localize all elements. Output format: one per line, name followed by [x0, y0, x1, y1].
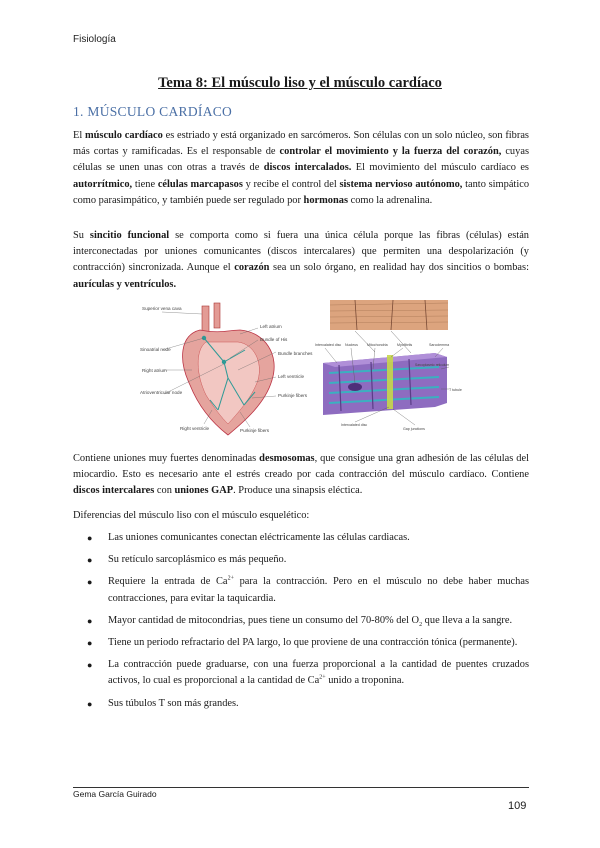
- muscle-label-sr: Sarcoplasmic reticulum: [415, 363, 450, 367]
- heart-label-right-atrium: Right atrium: [142, 368, 167, 373]
- heart-label-svc: Superior vena cava: [142, 306, 182, 311]
- muscle-label-gap-junctions: Gap junctions: [403, 427, 425, 431]
- page-number: 109: [508, 800, 527, 812]
- heart-label-right-ventricle: Right ventricle: [180, 426, 210, 431]
- bullet-dot-icon: ●: [87, 555, 93, 566]
- bullet-dot-icon: ●: [87, 533, 93, 543]
- section-heading: 1. MÚSCULO CARDÍACO: [73, 104, 233, 119]
- muscle-label-mitochondria: Mitochondria: [367, 343, 388, 347]
- list-item: ● Mayor cantidad de mitocondrias, pues tiene un consumo del 70-80% del $O_2$ que lleva a la sangre.: [87, 614, 513, 628]
- heart-label-sa-node: Sinoatrial node: [140, 347, 171, 352]
- heart-label-av-node: Atrioventricular node: [140, 390, 183, 395]
- heart-label-purkinje-right: Purkinje fibers: [278, 393, 308, 398]
- muscle-label-intercalated-disc-bottom: Intercalated disc: [341, 423, 368, 427]
- heart-label-purkinje-bottom: Purkinje fibers: [240, 428, 270, 433]
- muscle-label-t-tubule: T tubule: [449, 388, 462, 392]
- page-title: Tema 8: El músculo liso y el músculo cardíaco: [158, 75, 442, 91]
- muscle-label-sarcolemma: Sarcolemma: [429, 343, 450, 347]
- list-item: ● Sus túbulos T son más grandes.: [73, 696, 529, 712]
- heart-label-left-atrium: Left atrium: [260, 324, 282, 329]
- heart-label-bundle-branches: Bundle branches: [278, 351, 313, 356]
- footer-divider: [73, 787, 529, 788]
- muscle-label-intercalated-disc-top: Intercalated disc: [315, 343, 342, 347]
- footer-author: Gema García Guirado: [73, 789, 157, 799]
- muscle-label-myofibrils: Myofibrils: [397, 343, 413, 347]
- list-item: ● La contracción puede graduarse, con una fuerza proporcional a la cantidad de puentes cruzados activos, lo cual es proporcional a la cantidad de $Ca^{2+}$ unido a troponina.: [87, 659, 529, 687]
- paragraph-sincitio: Su sincitio funcional se comporta como si fuera una única célula porque las fibras (células) están interconectadas por uniones comunicantes (discos intercalares) que permiten una despolarización (y contracción) sincronizada. Aunque el corazón sea un solo órgano, en realidad hay dos sincitios o bombas: aurículas y ventrículos.: [73, 230, 530, 290]
- bullet-dot-icon: ●: [87, 698, 93, 709]
- paragraph-diferencias: Diferencias del músculo liso con el músculo esquelético:: [73, 510, 310, 521]
- differences-list: [73, 530, 529, 712]
- muscle-tissue-micrograph: [330, 300, 448, 330]
- list-item: ● Las uniones comunicantes conectan eléctricamente las células cardiacas.: [73, 530, 529, 546]
- paragraph-intro: El músculo cardíaco es estriado y está organizado en sarcómeros. Son células con un solo núcleo, son fibras más cortas y ramificadas. Es el responsable de controlar el movimiento y la fuerza del corazón, cuyas células se unen unas con otras a través de discos intercalados. El movimiento del músculo cardíaco es autorrítmico, tiene células marcapasos y recibe el control del sistema nervioso autónomo, tanto simpático como parasimpático, y también puede ser regulado por hormonas como la adrenalina.: [73, 130, 530, 206]
- bullet-dot-icon: ●: [87, 660, 93, 671]
- list-item: ● Requiere la entrada de $Ca^{2+}$ para la contracción. Pero en el músculo no debe haber muchas contracciones, para evitar la taquicardia.: [87, 575, 529, 604]
- paragraph-desmosomas: Contiene uniones muy fuertes denominadas desmosomas, que consigue una gran adhesión de las células del miocardio. Esto es necesario ante el estrés creado por cada contracción del músculo cardíaco. Contiene discos intercalares con uniones GAP. Produce una sinapsis eléctica.: [73, 453, 529, 497]
- list-item: ● Su retículo sarcoplásmico es más pequeño.: [73, 552, 529, 568]
- heart-conduction-figure: [140, 300, 312, 438]
- heart-illustration: [183, 303, 275, 435]
- bullet-dot-icon: ●: [87, 615, 93, 626]
- bullet-dot-icon: ●: [87, 638, 93, 649]
- cardiac-muscle-figure: [315, 297, 460, 433]
- muscle-label-nucleus: Nucleus: [345, 343, 358, 347]
- list-item: ● Tiene un periodo refractario del PA largo, lo que proviene de una contracción tónica (permanente).: [73, 635, 529, 651]
- page-header-subject: Fisiología: [73, 34, 116, 45]
- heart-label-bundle-his: Bundle of His: [260, 337, 288, 342]
- bullet-dot-icon: ●: [87, 577, 93, 588]
- heart-label-left-ventricle: Left ventricle: [278, 374, 305, 379]
